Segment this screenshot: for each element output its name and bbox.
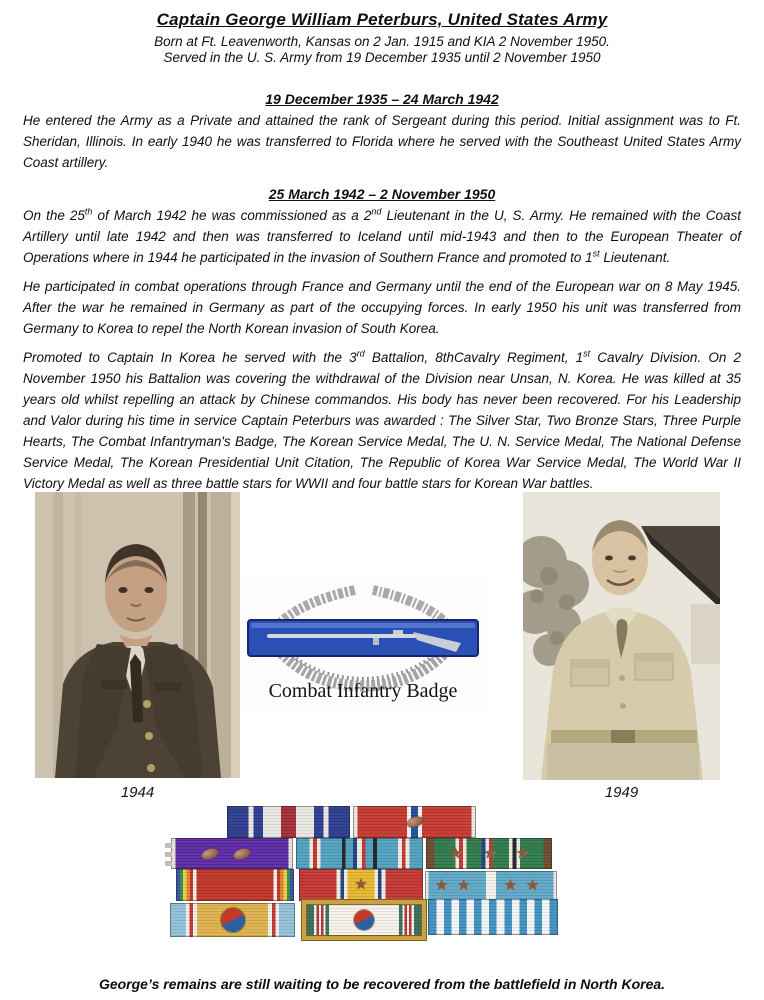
ribbon-national-defense (299, 869, 423, 901)
photo-caption-1944: 1944 (120, 784, 155, 801)
combat-infantry-badge-figure (243, 574, 483, 710)
body-paragraph: He participated in combat operations through France and Germany until the end of the European war on 8 May 1945. After the war he remained in Germany as part of the occupying forces. In early 1950 his unit was transferred from Germany to Korea to repel the North Korean invasion of South Korea. (23, 279, 741, 336)
ribbon-texture (177, 870, 293, 900)
page-title: Captain George William Peterburs, United States Army (156, 10, 608, 29)
ribbon-texture (429, 900, 557, 934)
bronze-star-device (354, 877, 367, 892)
ribbon-texture (172, 839, 292, 868)
section-body-1942-1950 (23, 205, 741, 494)
footer-remembrance-line: George’s remains are still waiting to be recovered from the battlefield in North Korea. (98, 976, 666, 992)
battle-star-device (516, 845, 529, 860)
section-heading-1942-1950: 25 March 1942 – 2 November 1950 (268, 186, 496, 202)
section-body-1935-1942 (23, 110, 741, 173)
ribbon-un-service (428, 899, 558, 935)
battle-star-device (457, 877, 470, 892)
ribbon-korean-service (425, 871, 557, 900)
battle-star-device (504, 877, 517, 892)
photo-caption-1949: 1949 (604, 784, 639, 801)
mounting-bar-tabs (165, 842, 172, 866)
body-paragraph: Promoted to Captain In Korea he served with the 3rd Battalion, 8thCavalry Regiment, 1st Cavalry Division. On 2 November 1950 his Battalion was covering the withdrawal of the Division near Unsan, N. Korea. He was killed at 35 years old whilst repelling an attack by Chinese commandos. His body has never been recovered. For his Leadership and Valor during his time in service Captain Peterburs was awarded : The Silver Star, Two Bronze Stars, Three Purple Hearts, The Combat Infantryman's Badge, The Korean Service Medal, The U. N. Service Medal, The National Defense Service Medal, The Korean Presidential Unit Citation, The Republic of Korea War Service Medal, The World War II Victory Medal as well as three battle stars for WWII and four battle stars for Korean War battles. (23, 348, 741, 491)
portrait-1949-drawing (523, 492, 720, 780)
ribbon-purple-heart (171, 838, 293, 869)
portrait-1944-drawing (35, 492, 240, 778)
body-paragraph: He entered the Army as a Private and attained the rank of Sergeant during this period. Initial assignment was to Ft. Sheridan, Illinois. In early 1940 he was transferred to Florida where he served with the Southeast United States Army Coast artillery. (23, 113, 741, 170)
text-block (23, 10, 741, 494)
section-heading-1935-1942: 19 December 1935 – 24 March 1942 (265, 91, 499, 107)
battle-star-device (435, 877, 448, 892)
ribbon-american-campaign (296, 838, 423, 869)
battle-star-device (449, 845, 462, 860)
subtitle-line-2: Served in the U. S. Army from 19 December 1935 until 2 November 1950 (163, 50, 601, 65)
ribbon-korean-presidential-unit-citation (302, 900, 426, 940)
portrait-photo-1944 (35, 492, 240, 778)
body-paragraph: On the 25th of March 1942 he was commissioned as a 2nd Lieutenant in the U, S. Army. He remained with the Coast Artillery until late 1942 and then was transferred to Iceland until mid-1943 and then to the European Theater of Operations where in 1944 he participated in the invasion of Southern France and promoted to 1st Lieutenant. (23, 206, 742, 265)
ribbon-eame-campaign (426, 838, 552, 869)
badge-label: Combat Infantry Badge (268, 680, 458, 702)
portrait-photo-1949 (523, 492, 720, 780)
ribbon-texture (297, 839, 422, 868)
ribbon-silver-star (227, 806, 350, 838)
battle-star-device (484, 845, 497, 860)
ribbon-texture (228, 807, 349, 837)
ribbon-bronze-star (353, 806, 476, 838)
ribbon-rok-war-service (170, 903, 295, 937)
subtitle-line-1: Born at Ft. Leavenworth, Kansas on 2 Jan. 1915 and KIA 2 November 1950. (154, 34, 610, 49)
ribbon-wwii-victory (176, 869, 294, 901)
battle-star-device (526, 877, 539, 892)
